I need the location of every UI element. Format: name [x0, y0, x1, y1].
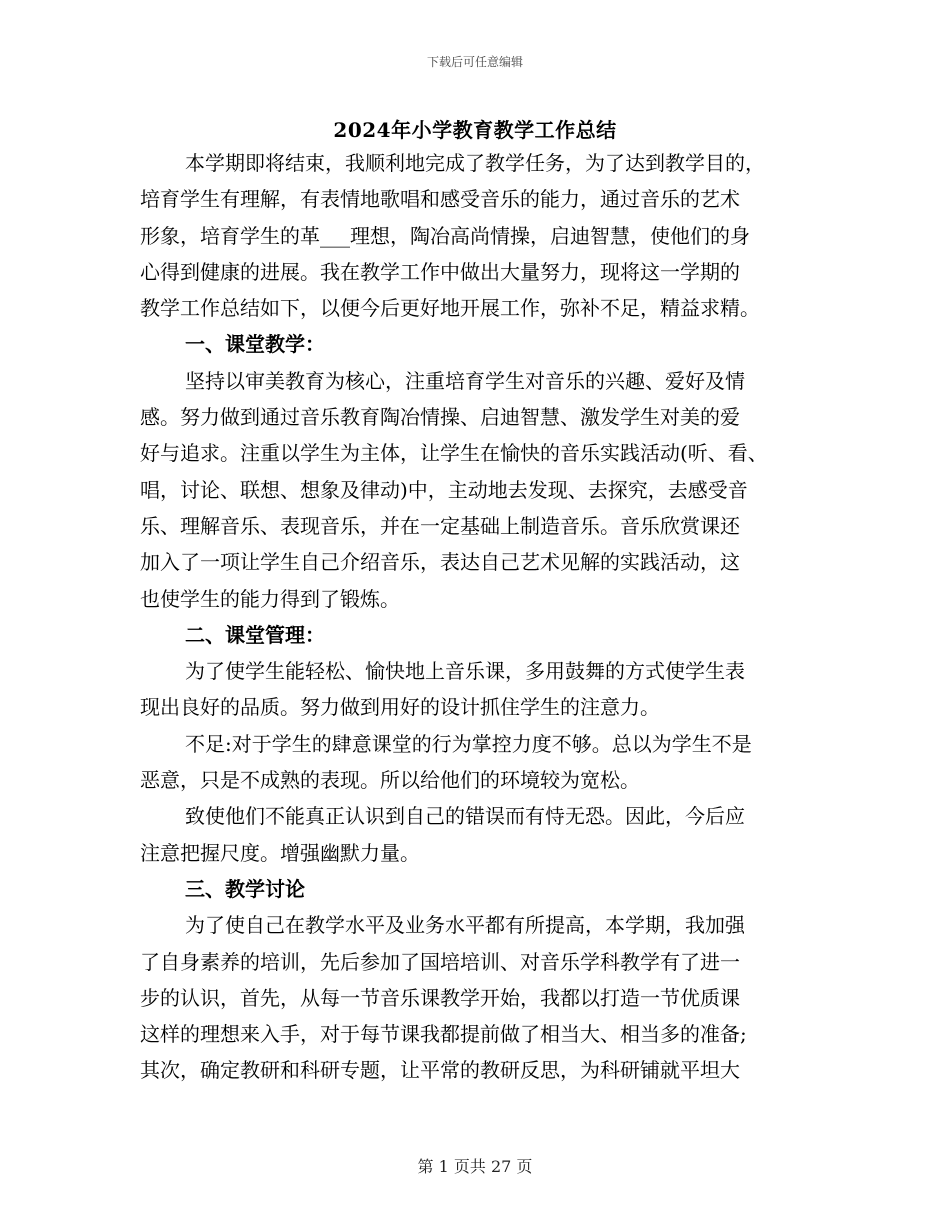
body-line: 教学工作总结如下，以便今后更好地开展工作，弥补不足，精益求精。 — [140, 296, 760, 321]
body-line: 唱，讨论、联想、想象及律动)中，主动地去发现、去探究，去感受音 — [140, 477, 748, 502]
section-heading: 三、教学讨论 — [185, 876, 305, 901]
body-line: 恶意，只是不成熟的表现。所以给他们的环境较为宽松。 — [140, 768, 640, 793]
body-line: 注意把握尺度。增强幽默力量。 — [140, 840, 420, 865]
body-line: 坚持以审美教育为核心，注重培育学生对音乐的兴趣、爱好及情 — [185, 368, 745, 393]
body-line: 也使学生的能力得到了锻炼。 — [140, 586, 400, 611]
body-line: 不足:对于学生的肆意课堂的行为掌控力度不够。总以为学生不是 — [185, 731, 752, 756]
body-line: 为了使学生能轻松、愉快地上音乐课，多用鼓舞的方式使学生表 — [185, 659, 745, 684]
body-line: 形象，培育学生的革___理想，陶冶高尚情操，启迪智慧，使他们的身 — [140, 223, 750, 248]
body-line: 这样的理想来入手，对于每节课我都提前做了相当大、相当多的准备; — [140, 1022, 747, 1047]
body-line: 本学期即将结束，我顺利地完成了教学任务，为了达到教学目的， — [185, 151, 765, 175]
body-line: 心得到健康的进展。我在教学工作中做出大量努力，现将这一学期的 — [140, 259, 740, 284]
page-number: 第 1 页共 27 页 — [417, 1157, 533, 1176]
section-heading: 二、课堂管理： — [185, 622, 325, 647]
document-body — [140, 145, 840, 1089]
page-header-note: 下载后可任意编辑 — [426, 55, 523, 69]
document-title: 2024年小学教育教学工作总结 — [333, 118, 617, 142]
body-line: 其次，确定教研和科研专题，让平常的教研反思，为科研铺就平坦大 — [140, 1058, 740, 1083]
body-line: 感。努力做到通过音乐教育陶冶情操、启迪智慧、激发学生对美的爱 — [140, 405, 740, 430]
body-line: 现出良好的品质。努力做到用好的设计抓住学生的注意力。 — [140, 695, 660, 720]
body-line: 乐、理解音乐、表现音乐，并在一定基础上制造音乐。音乐欣赏课还 — [140, 513, 740, 538]
body-line: 为了使自己在教学水平及业务水平都有所提高，本学期，我加强 — [185, 913, 745, 938]
body-line: 致使他们不能真正认识到自己的错误而有恃无恐。因此，今后应 — [185, 804, 745, 829]
body-line: 了自身素养的培训，先后参加了国培培训、对音乐学科教学有了进一 — [140, 949, 740, 974]
body-line: 好与追求。注重以学生为主体，让学生在愉快的音乐实践活动(听、看、 — [140, 441, 768, 466]
body-line: 培育学生有理解，有表情地歌唱和感受音乐的能力，通过音乐的艺术 — [140, 187, 740, 212]
body-line: 步的认识，首先，从每一节音乐课教学开始，我都以打造一节优质课 — [140, 985, 740, 1010]
body-line: 加入了一项让学生自己介绍音乐，表达自己艺术见解的实践活动，这 — [140, 550, 740, 575]
section-heading: 一、课堂教学： — [185, 332, 325, 357]
